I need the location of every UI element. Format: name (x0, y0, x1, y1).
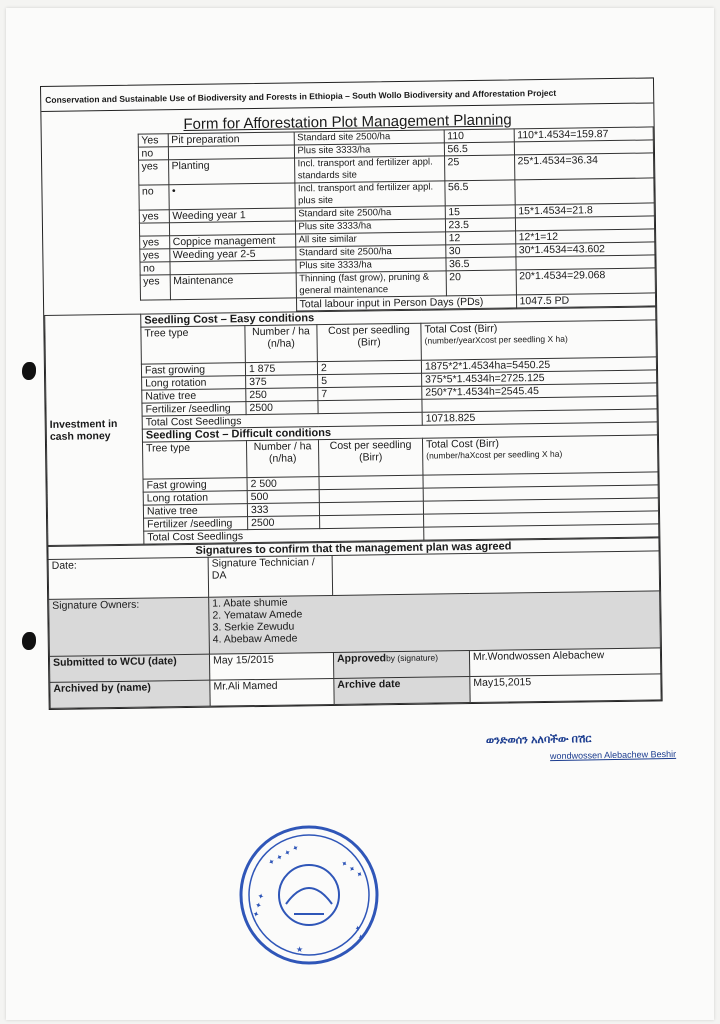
archive-date-value: May15,2015 (470, 674, 661, 703)
blank-cell (43, 236, 139, 250)
seedling-tree-type: Fast growing (143, 478, 247, 492)
owners-label: Signature Owners: (49, 597, 210, 656)
col-cost-per-seedling: Cost per seedling (Birr) (317, 323, 422, 361)
col-total-cost-formula: (number/yearXcost per seedling X ha) (424, 333, 568, 346)
technician-signature-cell (332, 551, 660, 596)
blank-cell (42, 185, 138, 211)
seedling-number: 2500 (246, 401, 318, 415)
activity-person-days: 56.5 (444, 142, 514, 156)
approved-label-cell (333, 651, 469, 679)
activity-flag: yes (139, 249, 169, 262)
activity-calculation: 15*1.4534=21.8 (515, 203, 655, 218)
management-plan-form (40, 77, 663, 710)
punch-hole-bottom (22, 632, 36, 650)
approver-handwritten-name: wondwossen Alebachew Beshir (549, 748, 677, 762)
activity-standard: Incl. transport and fertilizer appl. plus site (294, 181, 444, 208)
col-total-cost-label: Total Cost (Birr) (425, 437, 500, 451)
seedling-number: 500 (247, 490, 319, 504)
signatures-table (47, 537, 661, 709)
archive-date-label: Archive date (334, 677, 470, 705)
seedling-number: 2500 (248, 516, 320, 530)
activity-standard: Plus site 3333/ha (295, 258, 445, 273)
seedling-cost: 2 (317, 360, 421, 374)
col-total-cost-label: Total Cost (Birr) (424, 322, 498, 336)
seedling-number: 250 (246, 388, 318, 402)
seedling-tree-type: Fast growing (141, 363, 245, 377)
col-number-per-ha: Number / ha (n/ha) (246, 440, 319, 478)
col-tree-type: Tree type (142, 441, 247, 479)
activity-person-days: 56.5 (444, 180, 514, 206)
seedling-cost: 5 (318, 373, 422, 387)
activity-name: Maintenance (170, 273, 296, 300)
blank-cell (44, 275, 140, 301)
seedling-cost: 7 (318, 386, 422, 400)
total-cost-seedlings-value: 10718.825 (422, 409, 657, 425)
project-title: Conservation and Sustainable Use of Biodiversity and Forests in Ethiopia – South Wollo Biodiversity and Afforestation Project (41, 78, 653, 112)
approver-handwritten-signature: ወንድወሰን አለባችው በሽር (485, 733, 592, 747)
activity-flag: no (138, 185, 168, 210)
investment-table (44, 306, 659, 546)
col-tree-type: Tree type (141, 326, 246, 364)
punch-hole-top (22, 362, 36, 380)
activity-name: Weeding year 2-5 (169, 247, 295, 262)
form-title: Form for Afforestation Plot Management Planning (183, 111, 512, 134)
seedling-tree-type: Fertilizer /seedling (144, 517, 248, 531)
activity-standard: Thinning (fast grow), pruning & general maintenance (296, 271, 446, 298)
svg-text:★: ★ (296, 945, 304, 954)
owner-name: 2. Yemataw Amede (212, 608, 303, 622)
col-total-cost-formula: (number/haXcost per seedling X ha) (426, 448, 563, 461)
activity-person-days: 20 (446, 270, 516, 296)
activity-calculation: 20*1.4534=29.068 (516, 268, 656, 295)
col-total-cost (421, 320, 656, 360)
seedling-tree-type: Native tree (142, 389, 246, 403)
total-cost-seedlings-label: Total Cost Seedlings (142, 412, 422, 429)
activity-flag: Yes (138, 134, 168, 147)
activity-calculation: 25*1.4534=36.34 (514, 153, 654, 180)
seedling-tree-type: Fertilizer /seedling (142, 402, 246, 416)
blank-cell (42, 147, 138, 161)
total-cost-seedlings-label: Total Cost Seedlings (144, 527, 424, 544)
activity-name: Coppice management (169, 234, 295, 249)
activity-person-days: 30 (445, 244, 515, 258)
seedling-number: 1 875 (245, 362, 317, 376)
activity-calculation: 110*1.4534=159.87 (514, 127, 654, 142)
activity-name: Pit preparation (168, 132, 294, 147)
activity-person-days: 36.5 (445, 257, 515, 271)
activity-flag (139, 223, 169, 236)
seedling-total: 1875*2*1.4534ha=5450.25 (421, 357, 656, 373)
activity-standard: Standard site 2500/ha (295, 206, 445, 221)
svg-text:✦ ✦ ✦: ✦ ✦ ✦ (338, 858, 365, 881)
activity-person-days: 110 (444, 129, 514, 143)
activity-standard: Incl. transport and fertilizer appl. standards site (294, 156, 444, 183)
activity-calculation (514, 178, 654, 205)
owner-name: 1. Abate shumie (212, 596, 288, 610)
activity-person-days: 15 (445, 205, 515, 219)
archived-label: Archived by (name) (50, 680, 210, 708)
activity-name: Weeding year 1 (169, 208, 295, 223)
activity-flag: no (138, 147, 168, 160)
svg-text:✦ ✦: ✦ ✦ (352, 923, 367, 942)
activity-calculation: 12*1=12 (515, 229, 655, 244)
submitted-value: May 15/2015 (209, 652, 333, 680)
technician-label: Signature Technician / DA (208, 555, 333, 597)
seedling-total: 250*7*1.4534h=2545.45 (422, 383, 657, 399)
seedling-section-title: Seedling Cost – Difficult conditions (142, 422, 657, 442)
total-labour-value: 1047.5 PD (516, 293, 656, 308)
owner-name: 3. Serkie Zewudu (212, 620, 295, 634)
archived-value: Mr.Ali Mamed (210, 678, 334, 706)
col-cost-per-seedling: Cost per seedling (Birr) (318, 438, 423, 476)
official-seal-stamp (236, 822, 382, 968)
activity-standard: All site similar (295, 232, 445, 247)
activity-standard: Plus site 3333/ha (295, 219, 445, 234)
activity-standard: Standard site 2500/ha (295, 245, 445, 260)
signatures-heading: Signatures to confirm that the management plan was agreed (48, 538, 659, 560)
seedling-number: 2 500 (247, 477, 319, 491)
owners-list (209, 591, 661, 654)
seedling-number: 333 (247, 503, 319, 517)
activity-flag: yes (139, 236, 169, 249)
blank-cell (43, 223, 139, 237)
svg-text:✦ ✦ ✦: ✦ ✦ ✦ (251, 891, 267, 919)
activity-calculation: 30*1.4534=43.602 (515, 242, 655, 257)
activity-flag: no (139, 262, 169, 275)
svg-text:✦ ✦ ✦ ✦: ✦ ✦ ✦ ✦ (266, 842, 301, 868)
activity-person-days: 23.5 (445, 218, 515, 232)
owner-name: 4. Abebaw Amede (212, 632, 298, 646)
blank-cell (43, 262, 139, 276)
total-labour-label: Total labour input in Person Days (PDs) (296, 295, 516, 311)
activity-name: • (168, 183, 294, 210)
seedling-total: 375*5*1.4534h=2725.125 (422, 370, 657, 386)
approved-label: Approved (336, 652, 387, 665)
activity-person-days: 25 (444, 155, 514, 181)
seedling-section-title: Seedling Cost – Easy conditions (141, 307, 656, 327)
col-total-cost (422, 435, 657, 475)
blank-cell (43, 249, 139, 263)
activity-standard: Plus site 3333/ha (294, 143, 444, 158)
seedling-tree-type: Long rotation (142, 376, 246, 390)
blank-cell (43, 210, 139, 224)
blank-cell (42, 160, 138, 186)
seedling-number: 375 (246, 375, 318, 389)
investment-label: Investment in cash money (45, 314, 144, 545)
seedling-tree-type: Native tree (143, 504, 247, 518)
seedling-tree-type: Long rotation (143, 491, 247, 505)
activity-flag: yes (140, 275, 170, 300)
activity-person-days: 12 (445, 231, 515, 245)
activity-standard: Standard site 2500/ha (294, 130, 444, 145)
activities-table (42, 126, 656, 315)
activity-name: Planting (168, 158, 294, 185)
approved-value: Mr.Wondwossen Alebachew (469, 648, 660, 677)
approved-sublabel: by (signature) (385, 652, 439, 664)
activity-flag: yes (138, 160, 168, 185)
activity-flag: yes (139, 210, 169, 223)
col-number-per-ha: Number / ha (n/ha) (245, 325, 318, 363)
submitted-label: Submitted to WCU (date) (49, 654, 209, 682)
date-label: Date: (48, 557, 209, 599)
